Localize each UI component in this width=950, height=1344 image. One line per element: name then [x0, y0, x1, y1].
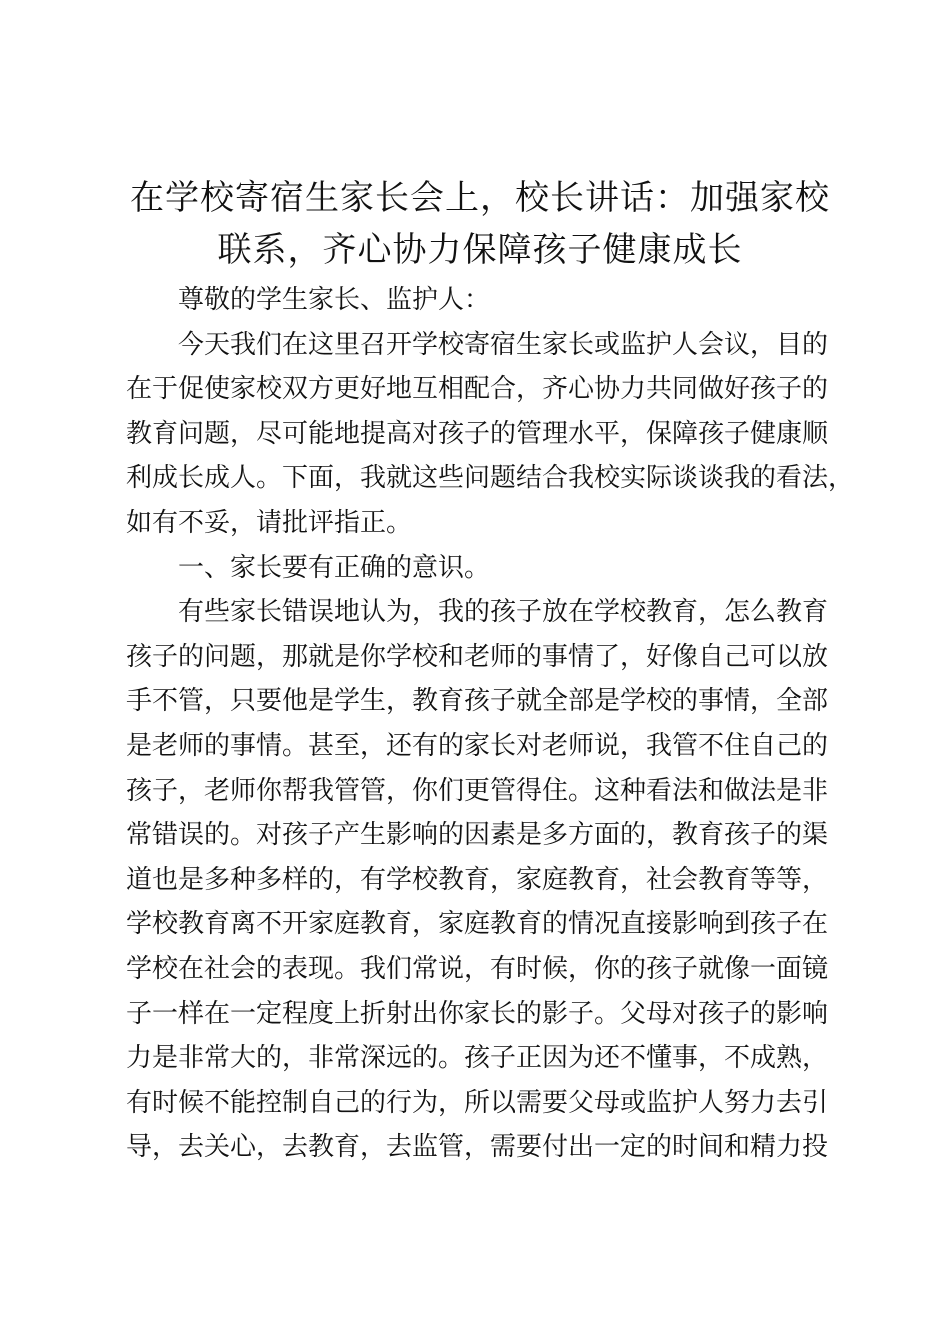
- paragraph-line: 学校在社会的表现。我们常说，有时候，你的孩子就像一面镜: [126, 953, 829, 984]
- paragraph-line: 在于促使家校双方更好地互相配合，齐心协力共同做好孩子的: [126, 374, 829, 405]
- paragraph-line: 利成长成人。下面，我就这些问题结合我校实际谈谈我的看法，: [126, 463, 855, 494]
- paragraph-1: [126, 323, 855, 546]
- paragraph-line: 孩子，老师你帮我管管，你们更管得住。这种看法和做法是非: [126, 775, 829, 806]
- paragraph-line: 有时候不能控制自己的行为，所以需要父母或监护人努力去引: [126, 1087, 829, 1118]
- paragraph-line: 学校教育离不开家庭教育，家庭教育的情况直接影响到孩子在: [126, 909, 829, 940]
- paragraph-line: 孩子的问题，那就是你学校和老师的事情了，好像自己可以放: [126, 641, 829, 672]
- paragraph-line: 导，去关心，去教育，去监管，需要付出一定的时间和精力投: [126, 1132, 829, 1163]
- paragraph-line: 教育问题，尽可能地提高对孩子的管理水平，保障孩子健康顺: [126, 418, 829, 449]
- section-heading-text: 一、家长要有正确的意识。: [178, 552, 491, 583]
- document-body: [126, 278, 855, 1170]
- section-heading: [126, 546, 838, 591]
- salutation: [126, 278, 838, 323]
- paragraph-2: [126, 590, 838, 1170]
- paragraph-line: 常错误的。对孩子产生影响的因素是多方面的，教育孩子的渠: [126, 820, 829, 851]
- title-line: 联系，齐心协力保障孩子健康成长: [217, 230, 743, 270]
- paragraph-line: 是老师的事情。甚至，还有的家长对老师说，我管不住自己的: [126, 730, 829, 761]
- paragraph-line: 手不管，只要他是学生，教育孩子就全部是学校的事情，全部: [126, 686, 829, 717]
- paragraph-line: 有些家长错误地认为，我的孩子放在学校教育，怎么教育: [178, 597, 829, 628]
- paragraph-line: 子一样在一定程度上折射出你家长的影子。父母对孩子的影响: [126, 998, 829, 1029]
- salutation-text: 尊敬的学生家长、监护人：: [178, 285, 491, 315]
- paragraph-line: 道也是多种多样的，有学校教育，家庭教育，社会教育等等，: [126, 864, 829, 895]
- document-title: [90, 172, 870, 276]
- paragraph-line: 今天我们在这里召开学校寄宿生家长或监护人会议，目的: [178, 329, 829, 360]
- paragraph-line: 力是非常大的，非常深远的。孩子正因为还不懂事，不成熟，: [126, 1043, 829, 1074]
- paragraph-line: 如有不妥，请批评指正。: [126, 507, 413, 538]
- title-line: 在学校寄宿生家长会上，校长讲话：加强家校: [130, 178, 830, 218]
